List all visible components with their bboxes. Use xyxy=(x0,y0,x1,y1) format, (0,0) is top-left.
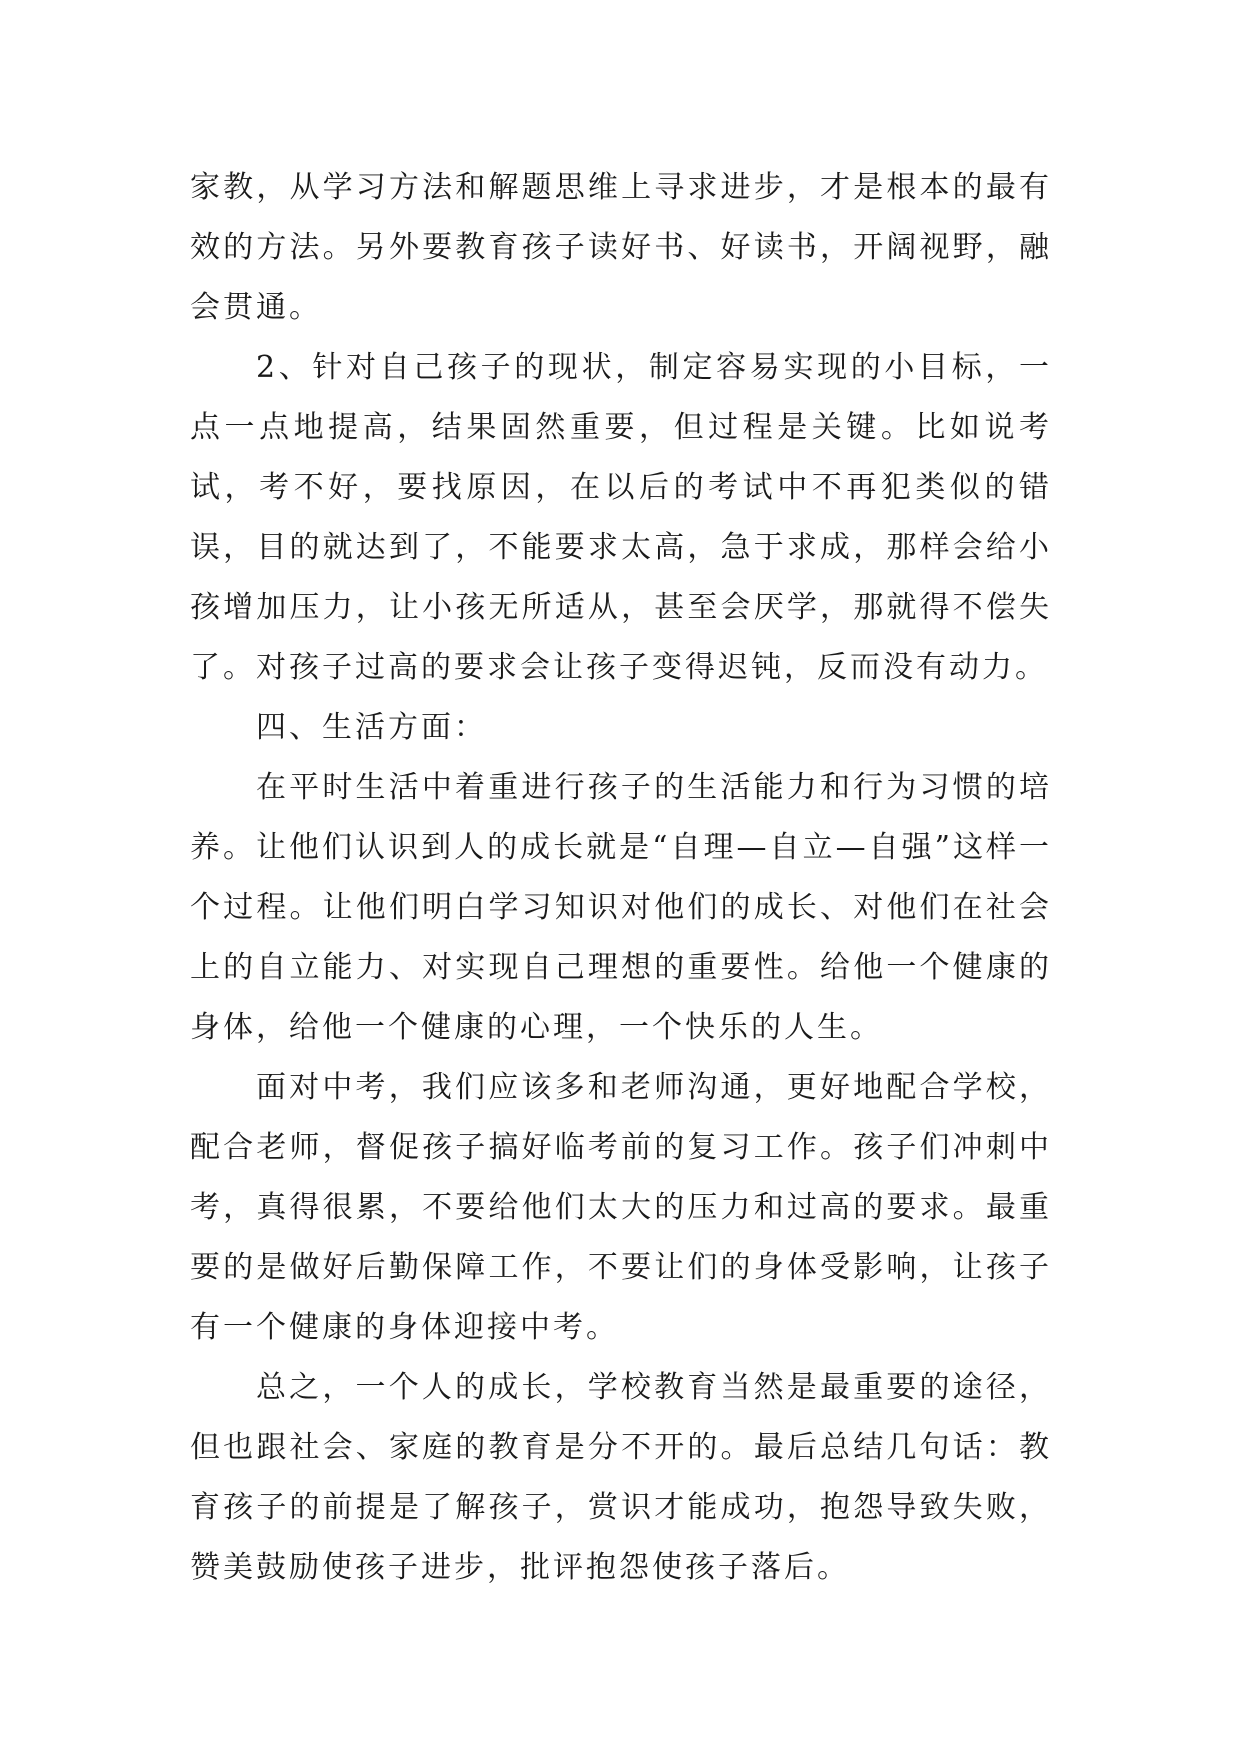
paragraph-tutoring-methods: 家教，从学习方法和解题思维上寻求进步，才是根本的最有效的方法。另外要教育孩子读好书、好读书，开阔视野，融会贯通。 xyxy=(190,170,1052,325)
paragraph-life-habits: 在平时生活中着重进行孩子的生活能力和行为习惯的培养。让他们认识到人的成长就是“自理—自立—自强”这样一个过程。让他们明白学习知识对他们的成长、对他们在社会上的自立能力、对实现自己理想的重要性。给他一个健康的身体，给他一个健康的心理，一个快乐的人生。 xyxy=(190,770,1052,1045)
section-heading-life: 四、生活方面： xyxy=(256,710,487,745)
document-body xyxy=(190,158,1052,1598)
paragraph-small-goals: 2、针对自己孩子的现状，制定容易实现的小目标，一点一点地提高，结果固然重要，但过程是关键。比如说考试，考不好，要找原因，在以后的考试中不再犯类似的错误，目的就达到了，不能要求太高，急于求成，那样会给小孩增加压力，让小孩无所适从，甚至会厌学，那就得不偿失了。对孩子过高的要求会让孩子变得迟钝，反而没有动力。 xyxy=(190,350,1052,685)
paragraph-exam-preparation: 面对中考，我们应该多和老师沟通，更好地配合学校，配合老师，督促孩子搞好临考前的复习工作。孩子们冲刺中考，真得很累，不要给他们太大的压力和过高的要求。最重要的是做好后勤保障工作，不要让们的身体受影响，让孩子有一个健康的身体迎接中考。 xyxy=(190,1070,1052,1345)
paragraph-conclusion: 总之，一个人的成长，学校教育当然是最重要的途径，但也跟社会、家庭的教育是分不开的。最后总结几句话：教育孩子的前提是了解孩子，赏识才能成功，抱怨导致失败，赞美鼓励使孩子进步，批评抱怨使孩子落后。 xyxy=(190,1370,1052,1585)
